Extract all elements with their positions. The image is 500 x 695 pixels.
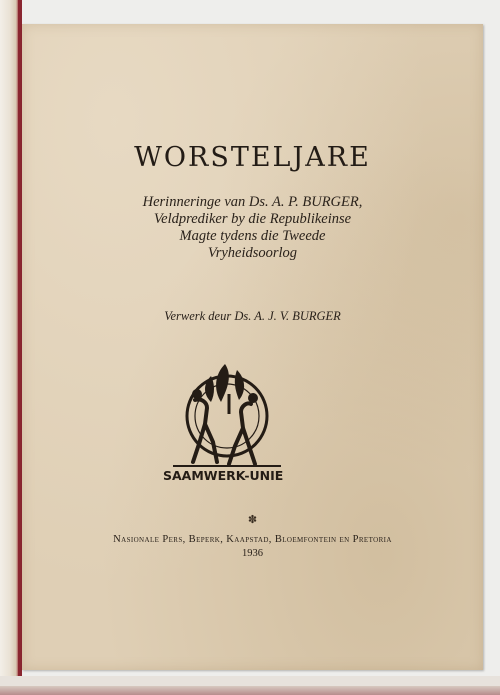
subtitle-line-3: Magte tydens die Tweede [179,228,326,244]
editor-credit: Verwerk deur Ds. A. J. V. BURGER [164,309,341,323]
publisher-line: Nasionale Pers, Beperk, Kaapstad, Bloemfontein en Pretoria [113,534,392,545]
subtitle-line-1: Herinneringe van Ds. A. P. BURGER, [142,194,363,210]
bottom-cover-edge [0,686,500,695]
logo-wordmark: SAAMWERK-UNIE [163,468,284,482]
subtitle-line-4: Vryheidsoorlog [207,245,298,261]
title-page [22,24,483,670]
printer-ornament-icon: ✽ [247,513,258,526]
publication-year: 1936 [242,548,263,559]
subtitle-line-2: Veldprediker by die Republikeinse [153,211,352,227]
book-title: WORSTELJARE [134,142,371,173]
saamwerk-unie-logo [155,354,285,482]
